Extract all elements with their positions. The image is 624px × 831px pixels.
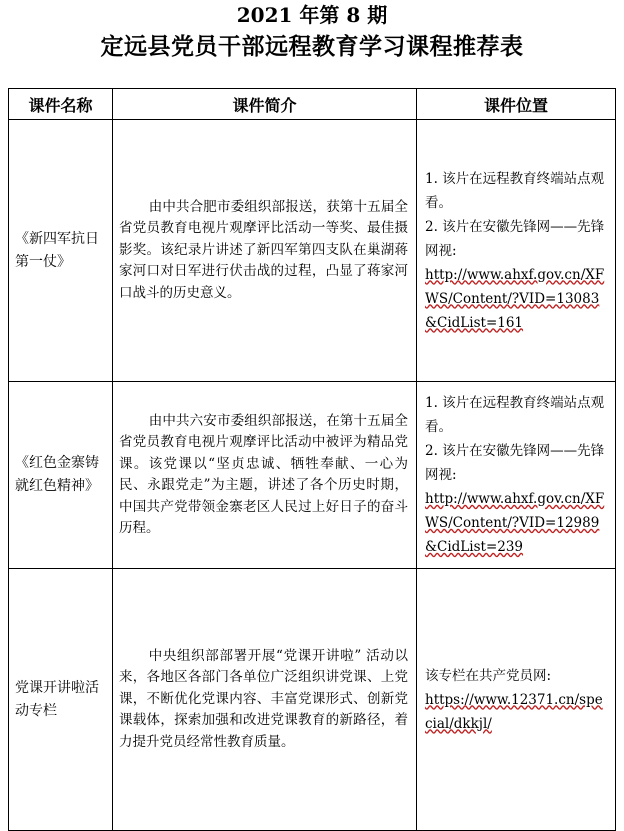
course-intro: 由中共合肥市委组织部报送，获第十五届全省党员教育电视片观摩评比活动一等奖、最佳摄影奖。该纪录片讲述了新四军第四支队在巢湖蒋家河口对日军进行伏击战的过程，凸显了蒋家河口战斗的历史意义。 bbox=[113, 120, 417, 382]
location-line-1: 该专栏在共产党员网: bbox=[425, 667, 552, 684]
course-name: 《新四军抗日第一仗》 bbox=[9, 120, 113, 382]
column-header-name: 课件名称 bbox=[9, 89, 113, 120]
course-name: 党课开讲啦活动专栏 bbox=[9, 569, 113, 831]
course-link[interactable]: http://www.ahxf.gov.cn/XFWS/Content/?VID=13083&CidList=161 bbox=[425, 266, 605, 331]
course-location bbox=[417, 382, 616, 569]
course-table bbox=[8, 88, 616, 831]
table-row bbox=[9, 120, 616, 382]
column-header-location: 课件位置 bbox=[417, 89, 616, 120]
table-row bbox=[9, 569, 616, 831]
course-intro: 由中共六安市委组织部报送，在第十五届全省党员教育电视片观摩评比活动中被评为精品党课。该党课以“坚贞忠诚、牺牲奉献、一心为民、永跟党走”为主题，讲述了各个历史时期，中国共产党带领金寨老区人民过上好日子的奋斗历程。 bbox=[113, 382, 417, 569]
course-location bbox=[417, 569, 616, 831]
course-intro: 中央组织部部署开展“党课开讲啦” 活动以来，各地区各部门各单位广泛组织讲党课、上党课，不断优化党课内容、丰富党课形式、创新党课载体，探索加强和改进党课教育的新路径，着力提升党员经常性教育质量。 bbox=[113, 569, 417, 831]
course-link[interactable]: http://www.ahxf.gov.cn/XFWS/Content/?VID=12989&CidList=239 bbox=[425, 491, 605, 555]
location-line-2: 2. 该片在安徽先锋网——先锋网视: bbox=[425, 218, 605, 259]
course-link[interactable]: https://www.12371.cn/special/dkkjl/ bbox=[425, 691, 603, 732]
issue-number: 2021 年第 8 期 bbox=[236, 3, 388, 27]
column-header-intro: 课件简介 bbox=[113, 89, 417, 120]
course-name: 《红色金寨铸就红色精神》 bbox=[9, 382, 113, 569]
location-line-1: 1. 该片在远程教育终端站点观看。 bbox=[425, 395, 605, 435]
course-location bbox=[417, 120, 616, 382]
location-line-1: 1. 该片在远程教育终端站点观看。 bbox=[425, 170, 605, 211]
location-line-2: 2. 该片在安徽先锋网——先锋网视: bbox=[425, 443, 605, 483]
page-title: 定远县党员干部远程教育学习课程推荐表 bbox=[100, 33, 524, 60]
table-row bbox=[9, 382, 616, 569]
table-header-row bbox=[9, 89, 616, 120]
